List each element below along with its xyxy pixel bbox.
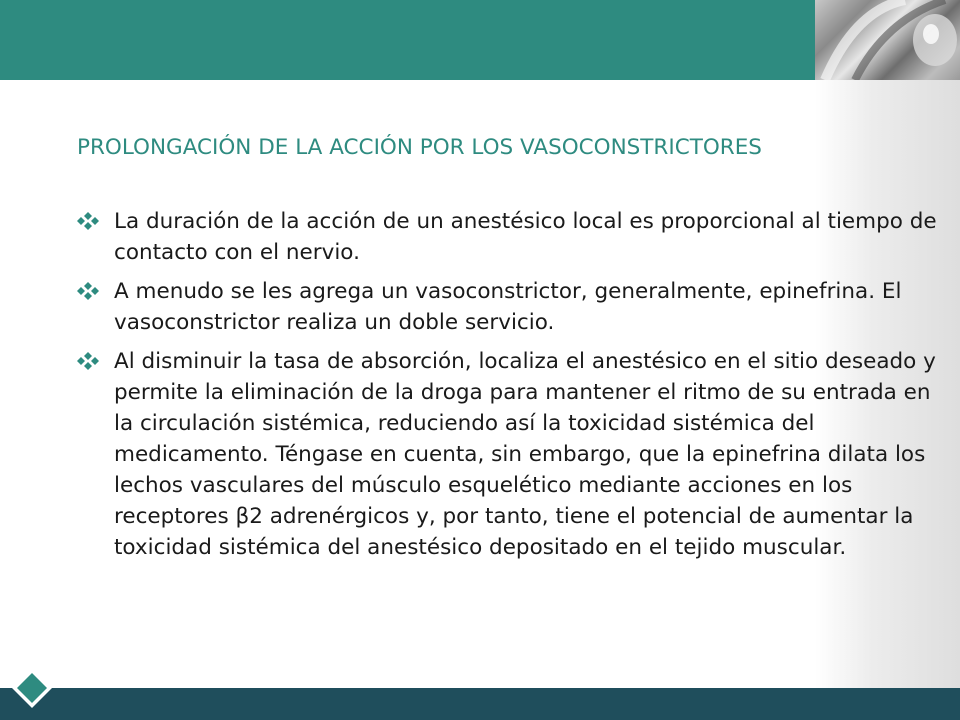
bullet-item (77, 346, 947, 563)
decorative-metal-image (815, 0, 960, 80)
diamond-cluster-icon (77, 282, 99, 300)
bullet-item (77, 206, 947, 268)
bullet-text: A menudo se les agrega un vasoconstrictor, generalmente, epinefrina. El vasoconstrictor realiza un doble servicio. (114, 279, 902, 335)
slide-title: PROLONGACIÓN DE LA ACCIÓN POR LOS VASOCONSTRICTORES (77, 135, 762, 160)
diamond-cluster-icon (77, 212, 99, 230)
logo-diamond-icon (10, 666, 54, 710)
diamond-cluster-icon (77, 352, 99, 370)
bullet-text: La duración de la acción de un anestésico local es proporcional al tiempo de contacto con el nervio. (114, 209, 937, 265)
bullet-list (77, 206, 947, 571)
bullet-item (77, 276, 947, 338)
metal-curves-icon (815, 0, 960, 80)
bullet-text: Al disminuir la tasa de absorción, localiza el anestésico en el sitio deseado y permite la eliminación de la droga para mantener el ritmo de su entrada en la circulación sistémica, reduciendo así la toxicidad sistémica del medicamento. Téngase en cuenta, sin embargo, que la epinefrina dilata los lechos vasculares del músculo esquelético mediante acciones en los receptores β2 adrenérgicos y, por tanto, tiene el potencial de aumentar la toxicidad sistémica del anestésico depositado en el tejido muscular. (114, 349, 936, 560)
footer-bar (0, 688, 960, 720)
